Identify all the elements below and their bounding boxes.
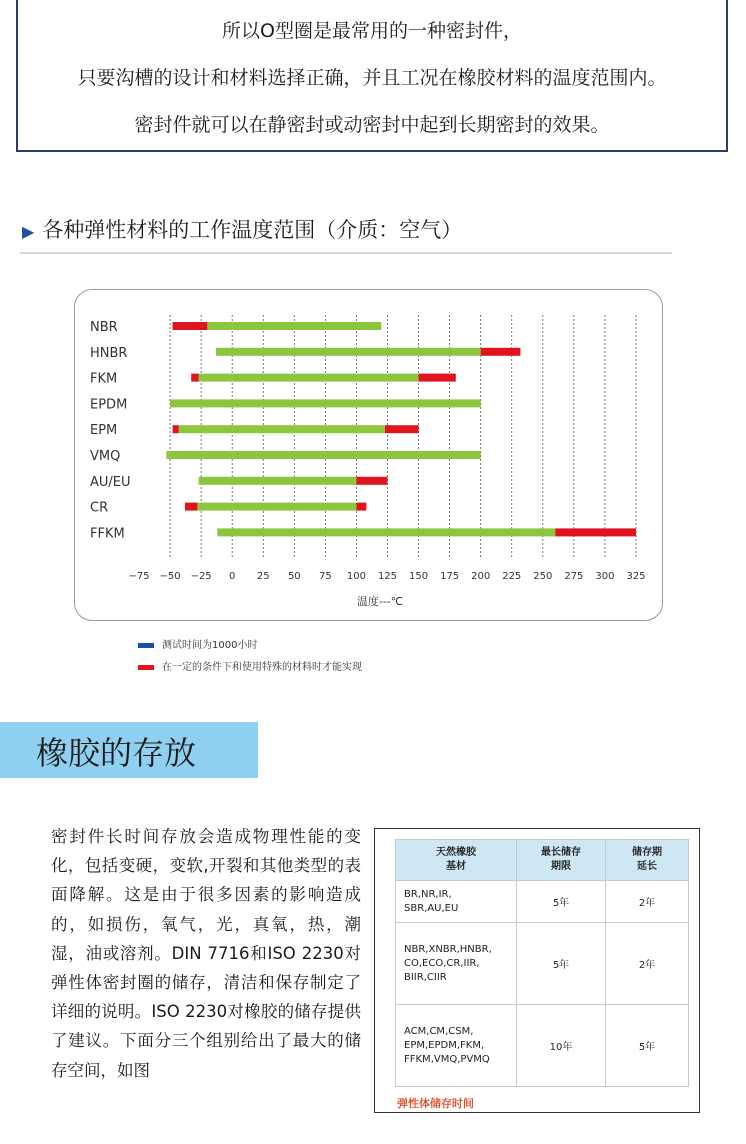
triangle-bullet-icon: ▶: [22, 222, 35, 241]
intro-line-2: 只要沟槽的设计和材料选择正确，并且工况在橡胶材料的温度范围内。: [77, 67, 667, 89]
ext-cell: 2年: [606, 923, 689, 1005]
ext-cell: 5年: [606, 1005, 689, 1087]
bar-special-range: [481, 348, 521, 356]
bar-normal-range: [197, 503, 356, 511]
material-cell: ACM,CM,CSM, EPM,EPDM,FKM, FFKM,VMQ,PVMQ: [396, 1005, 517, 1087]
section-heading: [22, 214, 462, 244]
x-tick-label: −50: [159, 571, 181, 582]
bar-normal-range: [199, 477, 357, 485]
header-max-storage: 最长储存 期限: [517, 840, 606, 881]
temperature-range-chart: [74, 289, 663, 621]
bar-normal-range: [199, 374, 419, 382]
intro-line-3: 密封件就可以在静密封或动密封中起到长期密封的效果。: [134, 114, 610, 136]
storage-heading: 橡胶的存放: [36, 734, 197, 772]
bar-normal-range: [179, 425, 385, 433]
bar-special-range: [419, 374, 456, 382]
bar-special-range: [385, 425, 419, 433]
section-divider: [20, 252, 672, 254]
storage-table: [395, 839, 689, 1087]
bar-special-range: [173, 425, 179, 433]
x-tick-label: 225: [502, 571, 522, 582]
category-label: EPM: [90, 423, 118, 439]
category-label: EPDM: [90, 397, 128, 413]
header-extension: 储存期 延长: [606, 840, 689, 881]
x-tick-label: 100: [346, 571, 366, 582]
category-label: VMQ: [90, 449, 121, 464]
max-cell: 5年: [517, 881, 606, 923]
bar-special-range: [191, 374, 198, 382]
storage-banner: [0, 722, 258, 778]
header-material: 天然橡胶 基材: [396, 840, 517, 881]
bar-normal-range: [207, 322, 381, 330]
category-label: FKM: [90, 371, 118, 387]
bar-special-range: [356, 477, 387, 485]
bar-special-range: [356, 503, 366, 511]
ext-cell: 2年: [606, 881, 689, 923]
x-tick-label: 25: [256, 571, 270, 582]
material-cell: NBR,XNBR,HNBR, CO,ECO,CR,IIR, BIIR,CIIR: [396, 923, 517, 1005]
table-header-row: [396, 840, 689, 881]
bar-special-range: [173, 322, 208, 330]
bar-normal-range: [216, 348, 481, 356]
category-label: CR: [90, 500, 109, 516]
x-tick-label: 175: [440, 571, 460, 582]
x-tick-label: 200: [471, 571, 491, 582]
legend-swatch-red: [138, 665, 154, 670]
x-tick-label: 250: [533, 571, 553, 582]
x-axis-label: 温度---℃: [356, 595, 404, 608]
table-row: [396, 1005, 689, 1087]
table-row: [396, 881, 689, 923]
table-row: [396, 923, 689, 1005]
x-tick-label: 275: [564, 571, 584, 582]
legend-label: 测试时间为1000小时: [162, 640, 258, 651]
bar-special-range: [185, 503, 197, 511]
storage-table-frame: [374, 828, 700, 1113]
x-tick-label: −75: [128, 571, 150, 582]
category-label: HNBR: [90, 345, 128, 361]
bar-normal-range: [170, 399, 481, 407]
x-tick-label: 0: [229, 571, 236, 582]
x-tick-label: 50: [287, 571, 301, 582]
material-cell: BR,NR,IR, SBR,AU,EU: [396, 881, 517, 923]
bar-normal-range: [166, 451, 480, 459]
x-tick-label: 325: [626, 571, 646, 582]
legend-swatch-blue: [138, 643, 154, 648]
intro-line-1: 所以O型圈是最常用的一种密封件，: [222, 20, 522, 42]
bar-normal-range: [217, 528, 555, 536]
legend-label: 在一定的条件下和使用特殊的材料时才能实现: [162, 662, 362, 673]
x-tick-label: 150: [409, 571, 429, 582]
category-label: AU/EU: [90, 474, 131, 490]
category-label: FFKM: [90, 526, 125, 542]
category-label: NBR: [90, 320, 118, 335]
x-tick-label: 300: [595, 571, 615, 582]
x-tick-label: 125: [377, 571, 398, 582]
table-caption: 弹性体储存时间: [397, 1097, 474, 1110]
x-tick-label: 75: [319, 571, 332, 582]
legend-item-test-time: [138, 636, 257, 651]
section-heading-text: 各种弹性材料的工作温度范围（介质：空气）: [42, 218, 463, 242]
legend-item-special: [138, 658, 362, 673]
bar-special-range: [555, 528, 636, 536]
intro-box: [16, 0, 728, 152]
max-cell: 5年: [517, 923, 606, 1005]
x-tick-label: −25: [190, 571, 212, 582]
max-cell: 10年: [517, 1005, 606, 1087]
storage-paragraph: 密封件长时间存放会造成物理性能的变化，包括变硬，变软,开裂和其他类型的表面降解。这是由于很多因素的影响造成的，如损伤，氧气，光，真氧，热，潮湿，油或溶剂。DIN 7716和ISO 2230对弹性体密封圈的储存，清洁和保存制定了详细的说明。ISO 2230对橡胶的储存提供了建议。下面分三个组别给出了最大的储存空间，如图: [51, 827, 361, 1080]
